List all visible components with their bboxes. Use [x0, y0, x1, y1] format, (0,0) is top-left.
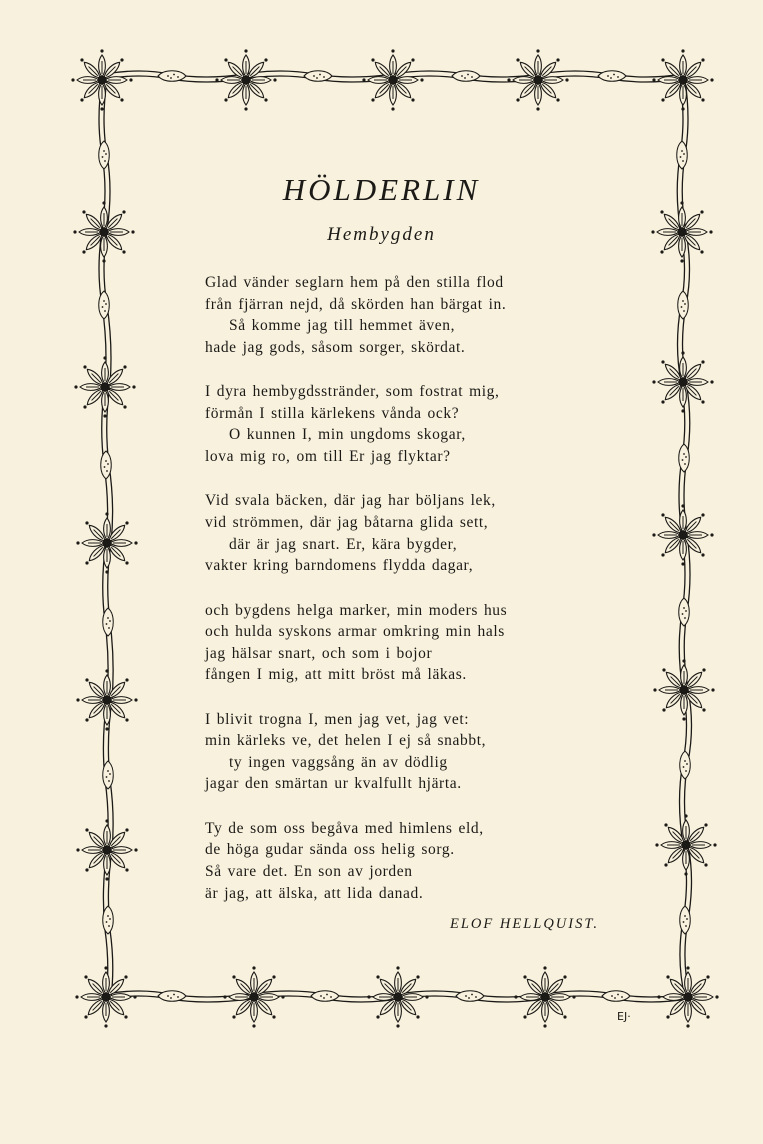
poem-line: jagar den smärtan ur kvalfullt hjärta. — [205, 775, 462, 793]
stanza — [205, 272, 585, 358]
poem-line: vid strömmen, där jag båtarna glida sett, — [205, 513, 489, 531]
poem-author-title: HÖLDERLIN — [282, 172, 481, 207]
translator-signature: ELOF HELLQUIST. — [450, 916, 599, 932]
poem-line: fången I mig, att mitt bröst må läkas. — [205, 666, 467, 684]
poem-line: förmån I stilla kärlekens vånda ock? — [205, 404, 460, 422]
poem-line: och hulda syskons armar omkring min hals — [205, 623, 505, 641]
stanza — [205, 600, 585, 686]
poem-line: Ty de som oss begåva med himlens eld, — [205, 819, 484, 837]
poem-line: min kärleks ve, det helen I ej så snabbt, — [205, 732, 487, 750]
poem-line: Vid svala bäcken, där jag har böljans lek, — [205, 492, 496, 510]
stanza — [205, 709, 585, 795]
poem-line: från fjärran nejd, då skörden han bärgat in. — [205, 295, 507, 313]
poem-line: Så komme jag till hemmet även, — [229, 317, 456, 335]
poem-line: O kunnen I, min ungdoms skogar, — [229, 426, 466, 444]
poem-line: vakter kring barndomens flydda dagar, — [205, 557, 474, 575]
poem-line: I dyra hembygdsstränder, som fostrat mig, — [205, 383, 500, 401]
poem-line: hade jag gods, såsom sorger, skördat. — [205, 338, 466, 356]
stanza — [205, 818, 585, 904]
poem-line: jag hälsar snart, och som i bojor — [205, 644, 433, 662]
poem-line: ty ingen vaggsång än av dödlig — [229, 753, 448, 771]
poem-line: lova mig ro, om till Er jag flyktar? — [205, 447, 451, 465]
poem-line: Så vare det. En son av jorden — [205, 863, 413, 881]
poem-line: de höga gudar sända oss helig sorg. — [205, 841, 455, 859]
artist-monogram: EJ· — [617, 1010, 631, 1023]
poem-line: där är jag snart. Er, kära bygder, — [229, 535, 458, 553]
poem-subtitle: Hembygden — [327, 224, 436, 245]
poem-line: är jag, att älska, att lida danad. — [205, 884, 424, 902]
poem-body — [205, 272, 585, 927]
poem-line: och bygdens helga marker, min moders hus — [205, 601, 508, 619]
stanza — [205, 490, 585, 576]
poem-line: Glad vänder seglarn hem på den stilla flod — [205, 274, 504, 291]
stanza — [205, 381, 585, 467]
poem-line: I blivit trogna I, men jag vet, jag vet: — [205, 710, 470, 728]
